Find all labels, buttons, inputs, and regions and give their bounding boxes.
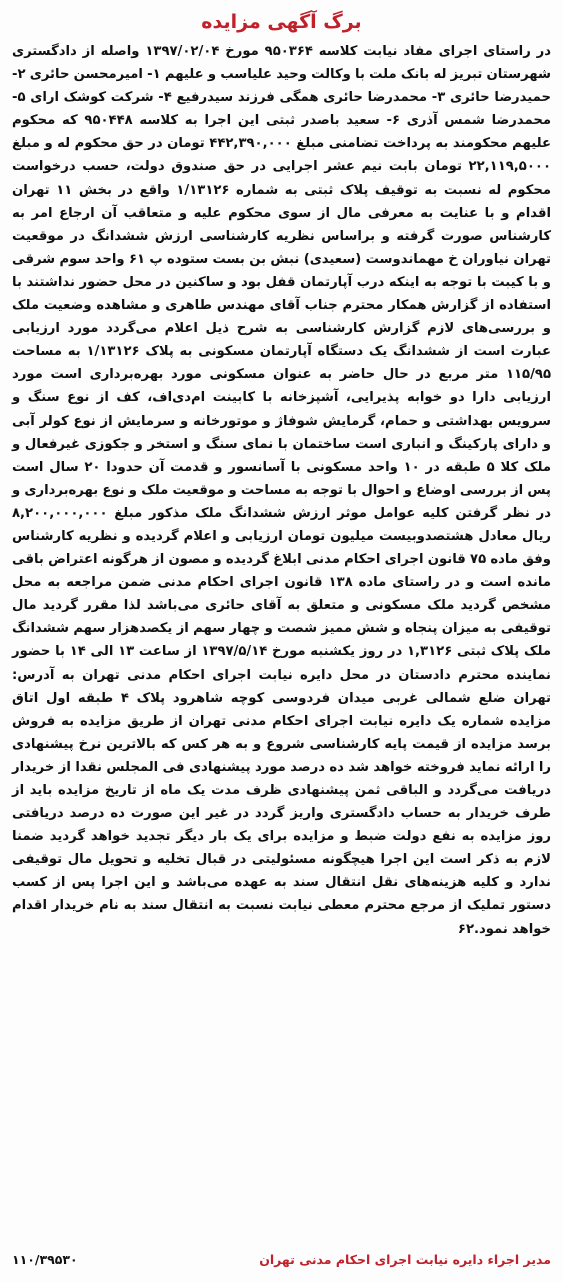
notice-body: در راستای اجرای مفاد نیابت کلاسه ۹۵۰۳۶۴ مورخ ۱۳۹۷/۰۲/۰۴ واصله از دادگستری شهرستان تبریز له بانک ملت با وکالت وحید علیاسب و علیهم ۱- امیرمحسن حائری ۲- حمیدرضا حائری ۳- محمدرضا حائری همگی فرزند سیدرفیع ۴- شرکت کوشک ارای ۵- محمدرضا شمس آذری ۶- سعید باصدر ثبتی این اجرا به کلاسه ۹۵۰۴۴۸ که محکوم علیهم محکومند به پرداخت تضامنی مبلغ ۴۴۲,۳۹۰,۰۰۰ تومان در حق محکوم له و مبلغ ۲۲,۱۱۹,۵۰۰۰ تومان بابت نیم عشر اجرایی در حق صندوق دولت، حسب درخواست محکوم له نسبت به توقیف پلاک ثبتی به شماره ۱/۱۳۱۲۶ واقع در بخش ۱۱ تهران اقدام و با عنایت به معرفی مال از سوی محکوم علیه و متعاقب آن ارجاع امر به کارشناس صورت گرفته و براساس نظریه کارشناسی ارزش ششدانگ در موقعیت تهران نیاوران خ مهماندوست (سعیدی) نبش بن بست ستوده پ ۶۱ واحد سوم شرقی و با کیبت با توجه به اینکه درب آپارتمان قفل بود و ساکنین در محل حضور نداشتند با استفاده از گزارش همکار محترم جناب آقای مهندس طاهری و مشاهده وضعیت ملک و بررسی‌های لازم گزارش کارشناسی به شرح ذیل اعلام می‌گردد مورد ارزیابی عبارت است از ششدانگ یک دستگاه آپارتمان مسکونی به پلاک ۱/۱۳۱۲۶ به مساحت ۱۱۵/۹۵ متر مربع در حال حاضر به عنوان مسکونی مورد بهره‌برداری است مورد ارزیابی دارا دو خوابه پذیرایی، آشپزخانه با کابینت ام‌دی‌اف، کف از نوع سنگ و سرویس بهداشتی و حمام، گرمایش شوفاژ و موتورخانه و سرمایش از نوع کولر آبی و دارای پارکینگ و انباری است ساختمان با نمای سنگ و استخر و جکوزی غیرفعال و ملک کلا ۵ طبقه در ۱۰ واحد مسکونی با آسانسور و قدمت آن حدودا ۲۰ سال است پس از بررسی اوضاع و احوال با توجه به مساحت و موقعیت ملک و نوع بهره‌برداری و در نظر گرفتن کلیه عوامل موثر ارزش ششدانگ ملک مذکور مبلغ ۸,۲۰۰,۰۰۰,۰۰۰ ریال معادل هشتصدوبیست میلیون تومان ارزیابی و اعلام گردیده و نظریه کارشناس وفق ماده ۷۵ قانون اجرای احکام مدنی ابلاغ گردیده و مصون از هرگونه اعتراض باقی مانده است و در راستای ماده ۱۳۸ قانون اجرای احکام مدنی ضمن مراجعه به محل مشخص گردید ملک مسکونی و متعلق به آقای حائری می‌باشد لذا مقرر گردید مال توقیفی به میزان پنجاه و شش ممیز شصت و چهار سهم از یکصدهزار سهم ششدانگ ملک پلاک ثبتی ۱,۳۱۲۶ در روز یکشنبه مورخ ۱۳۹۷/۵/۱۴ از ساعت ۱۳ الی ۱۴ با حضور نماینده محترم دادستان در محل دایره نیابت اجرای احکام مدنی تهران به آدرس: تهران ضلع شمالی غربی میدان فردوسی کوچه شاهرود پلاک ۴ طبقه اول اتاق مزایده شماره یک دایره نیابت اجرای احکام مدنی تهران از طریق مزایده به فروش برسد مزایده از قیمت پایه کارشناسی شروع و به هر کس که بالاترین نرخ پیشنهادی را ارائه نماید فروخته خواهد شد ده درصد مورد پیشنهادی فی المجلس نقدا از خریدار دریافت می‌گردد و الباقی ثمن پیشنهادی ظرف مدت یک ماه از تاریخ مزایده باید از طرف خریدار به حساب دادگستری واریز گردد در غیر این صورت ده درصد دریافتی روز مزایده به نفع دولت ضبط و مزایده برای یک بار دیگر تجدید خواهد گردید ضمنا لازم به ذکر است این اجرا هیچگونه مسئولیتی در قبال تخلیه و تحویل مال توقیفی ندارد و کلیه هزینه‌های نقل انتقال سند به عهده می‌باشد و این اجرا پس از کسب دستور تملیک از مرجع محترم معطی نیابت نسبت به انتقال سند به نام خریدار اقدام خواهد نمود.۶۲ [12, 44, 552, 937]
notice-title: برگ آگهی مزایده [201, 11, 362, 33]
notice-footer [12, 1246, 551, 1272]
signature-line: مدیر اجراء دایره نیابت اجرای احکام مدنی تهران [259, 1251, 551, 1267]
notice-code: ۱۱۰/۳۹۵۳۰ [12, 1251, 78, 1267]
